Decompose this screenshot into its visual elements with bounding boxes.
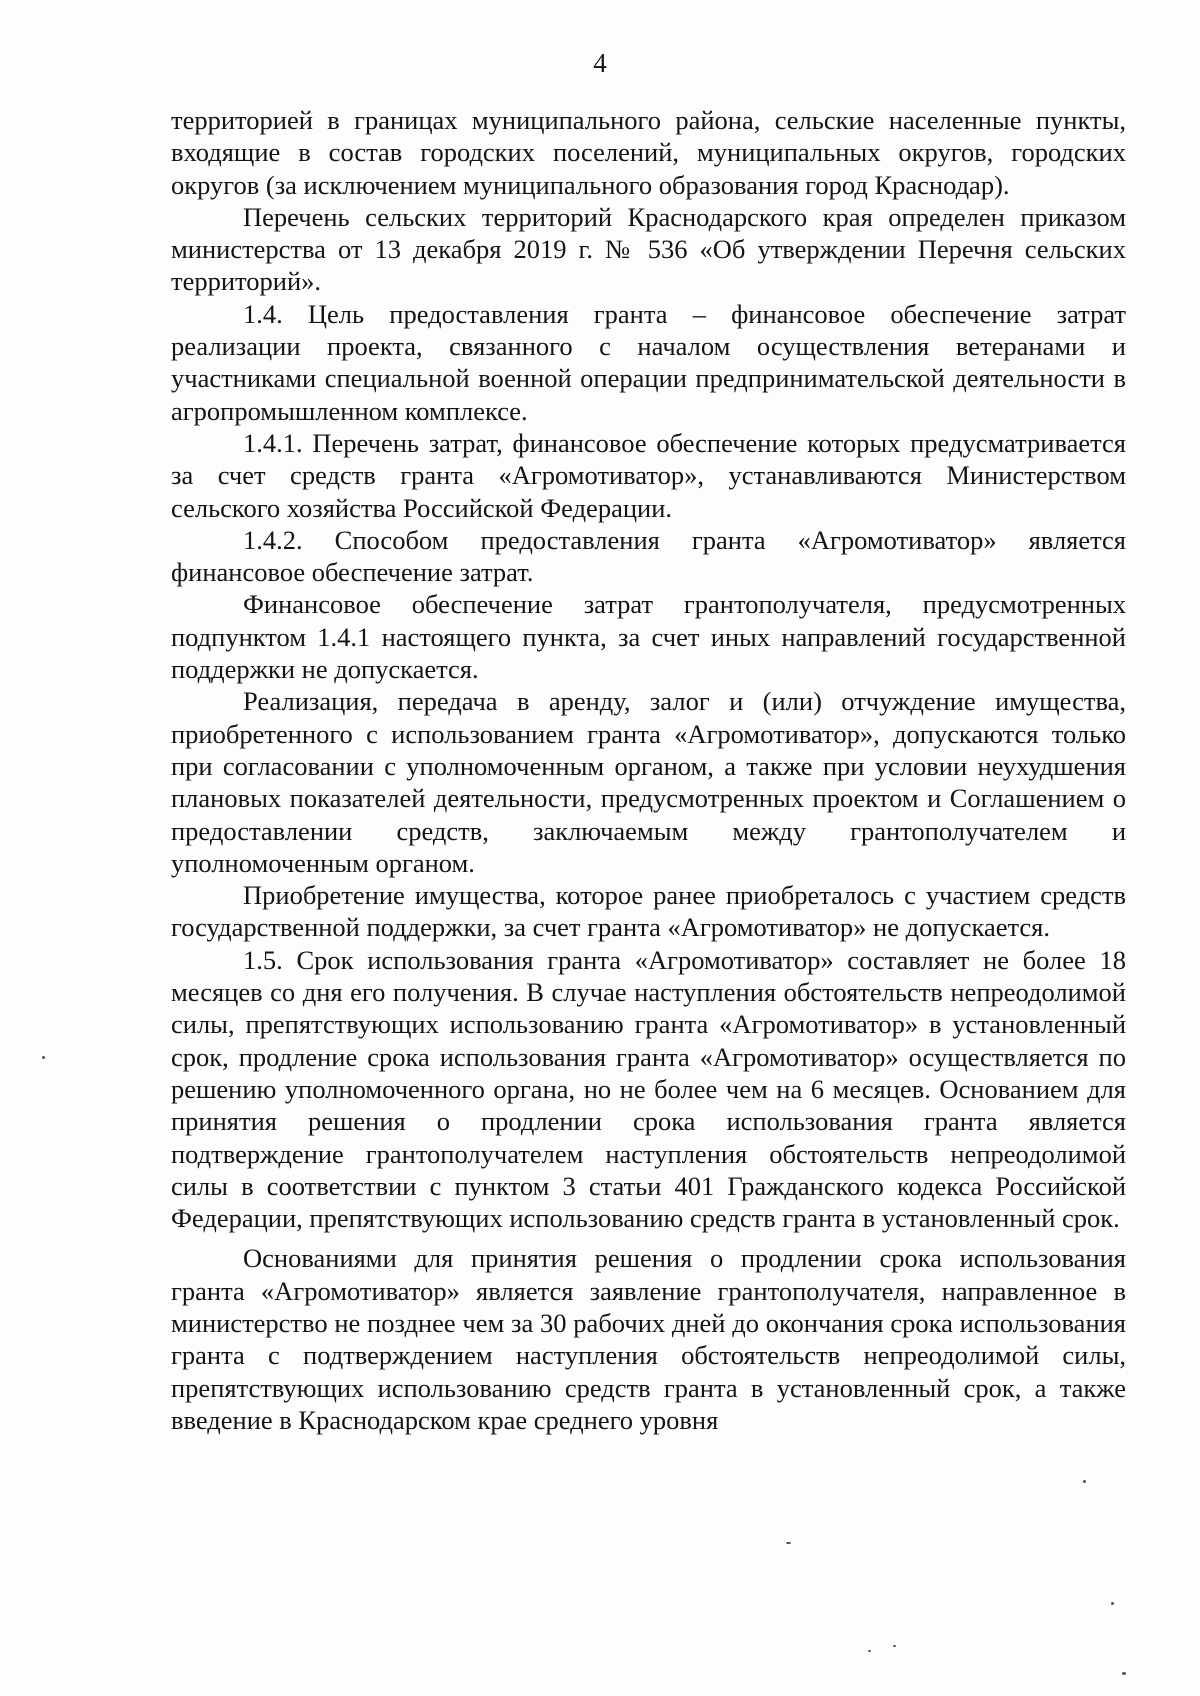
- paragraph-1-5-grant-term: 1.5. Срок использования гранта «Агромотиватор» составляет не более 18 месяцев со дня его получения. В случае наступления обстоятельств непреодолимой силы, препятствующих использованию гранта «Агромотиватор» в установленный срок, продление срока использования гранта «Агромотиватор» осуществляется по решению уполномоченного органа, но не более чем на 6 месяцев. Основанием для принятия решения о продлении срока использования гранта является подтверждение грантополучателем наступления обстоятельств непреодолимой силы в соответствии с пунктом 3 статьи 401 Гражданского кодекса Российской Федерации, препятствующих использованию средств гранта в установленный срок.: [171, 944, 1126, 1234]
- scan-speck: [42, 1056, 45, 1059]
- scan-speck: [1122, 1672, 1126, 1675]
- scan-speck: [1111, 1602, 1114, 1605]
- document-body: [171, 104, 1126, 1436]
- paragraph-term-extension-grounds: Основаниями для принятия решения о продлении срока использования гранта «Агромотиватор» является заявление грантополучателя, направленное в министерство не позднее чем за 30 рабочих дней до окончания срока использования гранта с подтверждением наступления обстоятельств непреодолимой силы, препятствующих использованию средств гранта в установленный срок, а также введение в Краснодарском крае среднего уровня: [171, 1243, 1126, 1435]
- scan-speck: [868, 1650, 871, 1652]
- paragraph-cost-financing: Финансовое обеспечение затрат грантополучателя, предусмотренных подпунктом 1.4.1 настоящего пункта, за счет иных направлений государственной поддержки не допускается.: [171, 589, 1126, 685]
- paragraph-rural-territories-list: Перечень сельских территорий Краснодарского края определен приказом министерства от 13 декабря 2019 г. № 536 «Об утверждении Перечня сельских территорий».: [171, 201, 1126, 297]
- paragraph-property-acquisition: Приобретение имущества, которое ранее приобреталось с участием средств государственной поддержки, за счет гранта «Агромотиватор» не допускается.: [171, 880, 1126, 943]
- page-number: 4: [593, 48, 607, 78]
- scan-speck: [786, 1542, 791, 1544]
- paragraph-property-disposal: Реализация, передача в аренду, залог и (или) отчуждение имущества, приобретенного с использованием гранта «Агромотиватор», допускаются только при согласовании с уполномоченным органом, а также при условии неухудшения плановых показателей деятельности, предусмотренных проектом и Соглашением о предоставлении средств, заключаемым между грантополучателем и уполномоченным органом.: [171, 686, 1126, 878]
- paragraph-1-4-grant-purpose: 1.4. Цель предоставления гранта – финансовое обеспечение затрат реализации проекта, связанного с началом осуществления ветеранами и участниками специальной военной операции предпринимательской деятельности в агропромышленном комплексе.: [171, 298, 1126, 426]
- paragraph-1-4-2-grant-method: 1.4.2. Способом предоставления гранта «Агромотиватор» является финансовое обеспечение затрат.: [171, 524, 1126, 588]
- paragraph-continuation: территорией в границах муниципального района, сельские населенные пункты, входящие в состав городских поселений, муниципальных округов, городских округов (за исключением муниципального образования город Краснодар).: [171, 105, 1126, 200]
- scan-speck: [1083, 1480, 1086, 1483]
- scan-speck: [893, 1645, 896, 1647]
- paragraph-1-4-1-cost-list: 1.4.1. Перечень затрат, финансовое обеспечение которых предусматривается за счет средств гранта «Агромотиватор», устанавливаются Министерством сельского хозяйства Российской Федерации.: [171, 427, 1126, 523]
